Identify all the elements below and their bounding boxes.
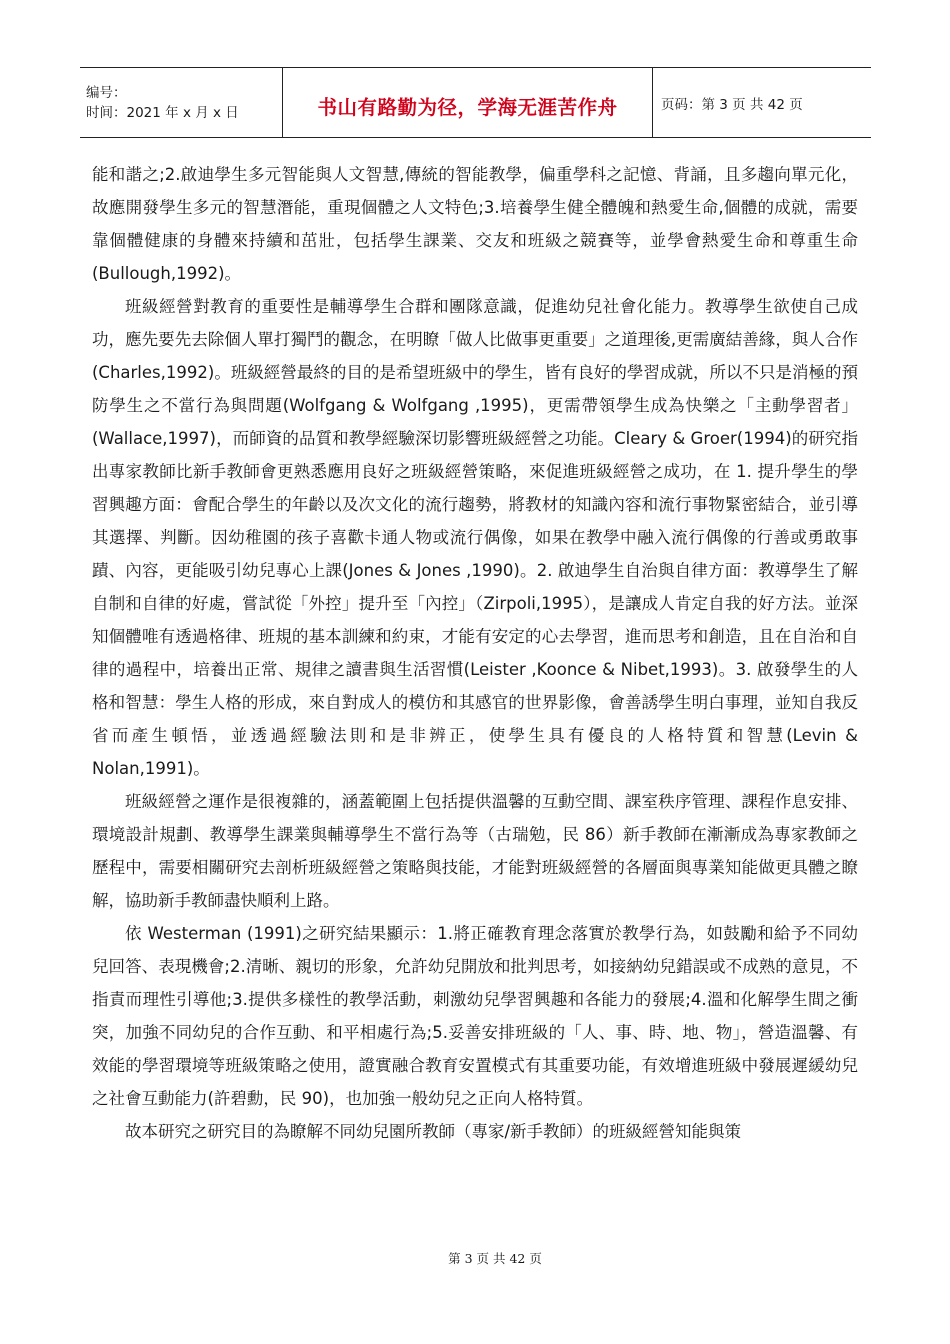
header-motto: 书山有路勤为径，学海无涯苦作舟 — [317, 95, 618, 119]
footer-page-number: 第 3 页 共 42 页 — [448, 1251, 542, 1266]
document-number: 编号： — [86, 84, 127, 101]
header-motto-cell — [283, 68, 653, 137]
page-header — [80, 67, 871, 138]
body-paragraph: 班級經營之運作是很複雜的，涵蓋範圍上包括提供溫馨的互動空間、課室秩序管理、課程作息安排、環境設計規劃、教導學生課業與輔導學生不當行為等（古瑞勉，民 86）新手教師在漸漸成為專家教師之歷程中，需要相關研究去剖析班級經營之策略與技能，才能對班級經營的各層面與專業知能做更具體之瞭解，協助新手教師盡快順利上路。 — [92, 792, 858, 910]
header-meta — [80, 68, 283, 137]
header-page-info: 页码：第 3 页 共 42 页 — [661, 96, 803, 113]
page-footer — [0, 1249, 950, 1267]
document-body — [92, 158, 858, 1148]
document-date: 时间：2021 年 x 月 x 日 — [86, 104, 239, 121]
body-paragraph: 依 Westerman (1991)之研究結果顯示：1.將正確教育理念落實於教學行為，如鼓勵和給予不同幼兒回答、表現機會;2.清晰、親切的形象，允許幼兒開放和批判思考，如接納幼兒錯誤或不成熟的意見，不指責而理性引導他;3.提供多樣性的教學活動，刺激幼兒學習興趣和各能力的發展;4.溫和化解學生間之衝突，加強不同幼兒的合作互動、和平相處行為;5.妥善安排班級的「人、事、時、地、物」，營造溫馨、有效能的學習環境等班級策略之使用，證實融合教育安置模式有其重要功能，有效增進班級中發展遲緩幼兒之社會互動能力(許碧勳，民 90)，也加強一般幼兒之正向人格特質。 — [92, 924, 858, 1108]
body-paragraph: 班級經營對教育的重要性是輔導學生合群和團隊意識，促進幼兒社會化能力。教導學生欲使自己成功，應先要先去除個人單打獨鬥的觀念，在明瞭「做人比做事更重要」之道理後,更需廣結善緣，與人合作(Charles,1992)。班級經營最終的目的是希望班級中的學生，皆有良好的學習成就，所以不只是消極的預防學生之不當行為與問題(Wolfgang & Wolfgang ,1995)，更需帶領學生成為快樂之「主動學習者」(Wallace,1997)，而師資的品質和教學經驗深切影響班級經營之功能。Cleary & Groer(1994)的研究指出專家教師比新手教師會更熟悉應用良好之班級經營策略，來促進班級經營之成功，在 1. 提升學生的學習興趣方面：會配合學生的年齡以及次文化的流行趨勢，將教材的知識內容和流行事物緊密結合，並引導其選擇、判斷。因幼稚園的孩子喜歡卡通人物或流行偶像，如果在教學中融入流行偶像的行善或勇敢事蹟、內容，更能吸引幼兒專心上課(Jones & Jones ,1990)。2. 啟迪學生自治與自律方面：教導學生了解自制和自律的好處，嘗試從「外控」提升至「內控」（Zirpoli,1995），是讓成人肯定自我的好方法。並深知個體唯有透過格律、班規的基本訓練和約束，才能有安定的心去學習，進而思考和創造，且在自治和自律的過程中，培養出正常、規律之讀書與生活習慣(Leister ,Koonce & Nibet,1993)。3. 啟發學生的人格和智慧：學生人格的形成，來自對成人的模仿和其感官的世界影像，會善誘學生明白事理，並知自我反省而產生頓悟，並透過經驗法則和是非辨正，使學生具有優良的人格特質和智慧(Levin & Nolan,1991)。 — [92, 297, 858, 778]
body-paragraph: 能和諧之;2.啟迪學生多元智能與人文智慧,傳統的智能教學，偏重學科之記憶、背誦，且多趨向單元化，故應開發學生多元的智慧潛能，重現個體之人文特色;3.培養學生健全體魄和熱愛生命,個體的成就，需要靠個體健康的身體來持續和茁壯，包括學生課業、交友和班級之競賽等，並學會熱愛生命和尊重生命(Bullough,1992)。 — [92, 165, 858, 283]
body-paragraph: 故本研究之研究目的為瞭解不同幼兒園所教師（專家/新手教師）的班級經營知能與策 — [125, 1122, 742, 1141]
header-page-info-cell — [653, 68, 871, 137]
